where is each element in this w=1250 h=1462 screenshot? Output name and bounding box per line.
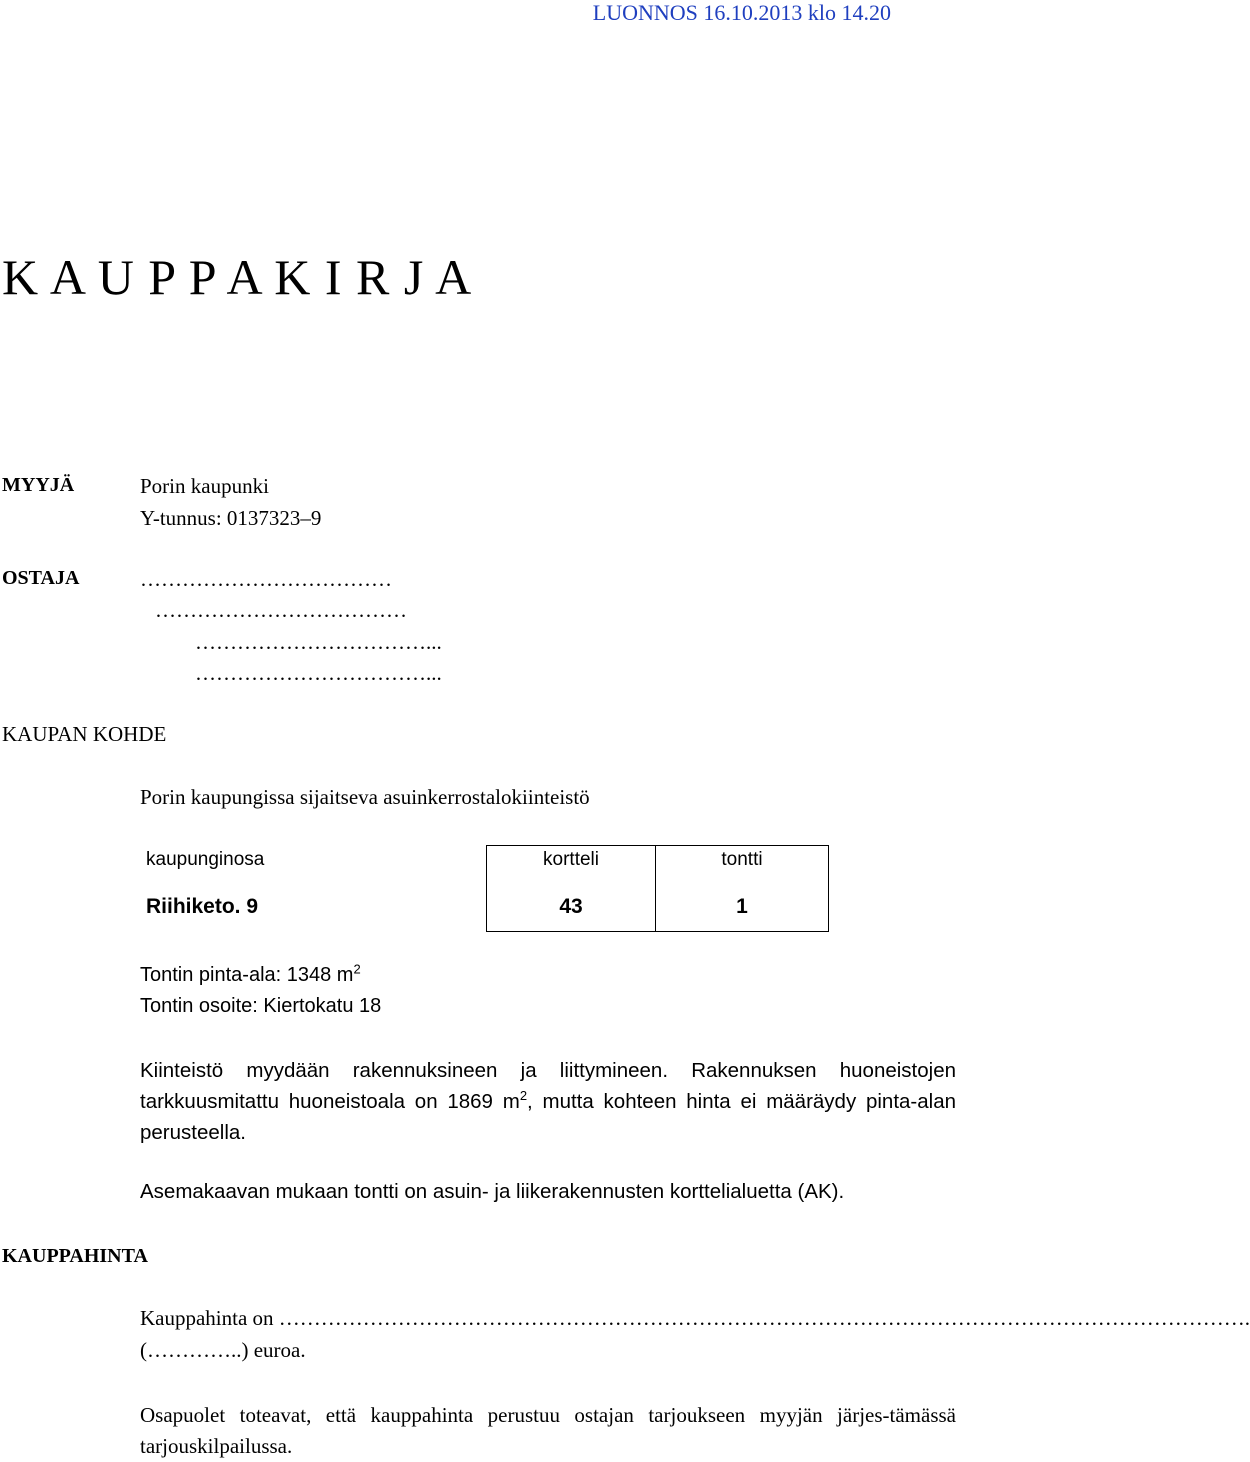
plot-area: Tontin pinta-ala: 1348 $m^2$ [140, 961, 361, 986]
block-value: 43 [559, 895, 583, 918]
buyer-line-1: ……………………………… [140, 567, 392, 591]
price-paragraph: Osapuolet toteavat, että kauppahinta perustuu ostajan tarjoukseen myyjän järjes-tämässä tarjouskilpailussa. [140, 1403, 956, 1458]
price-label: KAUPPAHINTA [2, 1245, 148, 1267]
buyer-line-2: ……………………………… [155, 598, 407, 622]
property-paragraph-2: Asemakaavan mukaan tontti on asuin- ja liikerakennusten korttelialuetta (AK). [140, 1180, 845, 1203]
plot-address: Tontin osoite: Kiertokatu 18 [140, 995, 382, 1017]
price-line-2: (…………..) euroa. [140, 1338, 306, 1362]
district-value: Riihiketo. 9 [146, 894, 259, 918]
block-header: kortteli [543, 849, 599, 870]
buyer-label: OSTAJA [2, 567, 80, 589]
seller-business-id: Y-tunnus: 0137323–9 [140, 506, 322, 530]
property-paragraph-1: Kiinteistö myydään rakennuksineen ja liittymineen. Rakennuksen huoneistojen tarkkuusmitattu huoneistoala on 1869 $m^2$, mutta kohteen hinta ei määräydy pinta-alan perusteella. [140, 1059, 957, 1144]
draft-note: LUONNOS 16.10.2013 klo 14.20 [592, 0, 891, 25]
plot-value: 1 [736, 895, 748, 918]
buyer-line-3: ……………………………... [195, 630, 442, 654]
property-label: KAUPAN KOHDE [2, 722, 167, 746]
seller-name: Porin kaupunki [140, 474, 269, 498]
seller-label: MYYJÄ [2, 474, 75, 496]
buyer-line-4: ……………………………... [195, 661, 442, 685]
district-header: kaupunginosa [146, 848, 265, 870]
plot-cell [656, 846, 829, 932]
price-line-1: Kauppahinta on …………………………………………………………………………………………………………………………. [140, 1306, 1250, 1330]
property-description: Porin kaupungissa sijaitseva asuinkerrostalokiinteistö [140, 785, 590, 809]
plot-header: tontti [721, 849, 763, 870]
property-table [140, 845, 829, 932]
district-cell [140, 846, 487, 932]
block-cell [487, 846, 656, 932]
document-title: K A U P P A K I R J A [2, 249, 473, 305]
